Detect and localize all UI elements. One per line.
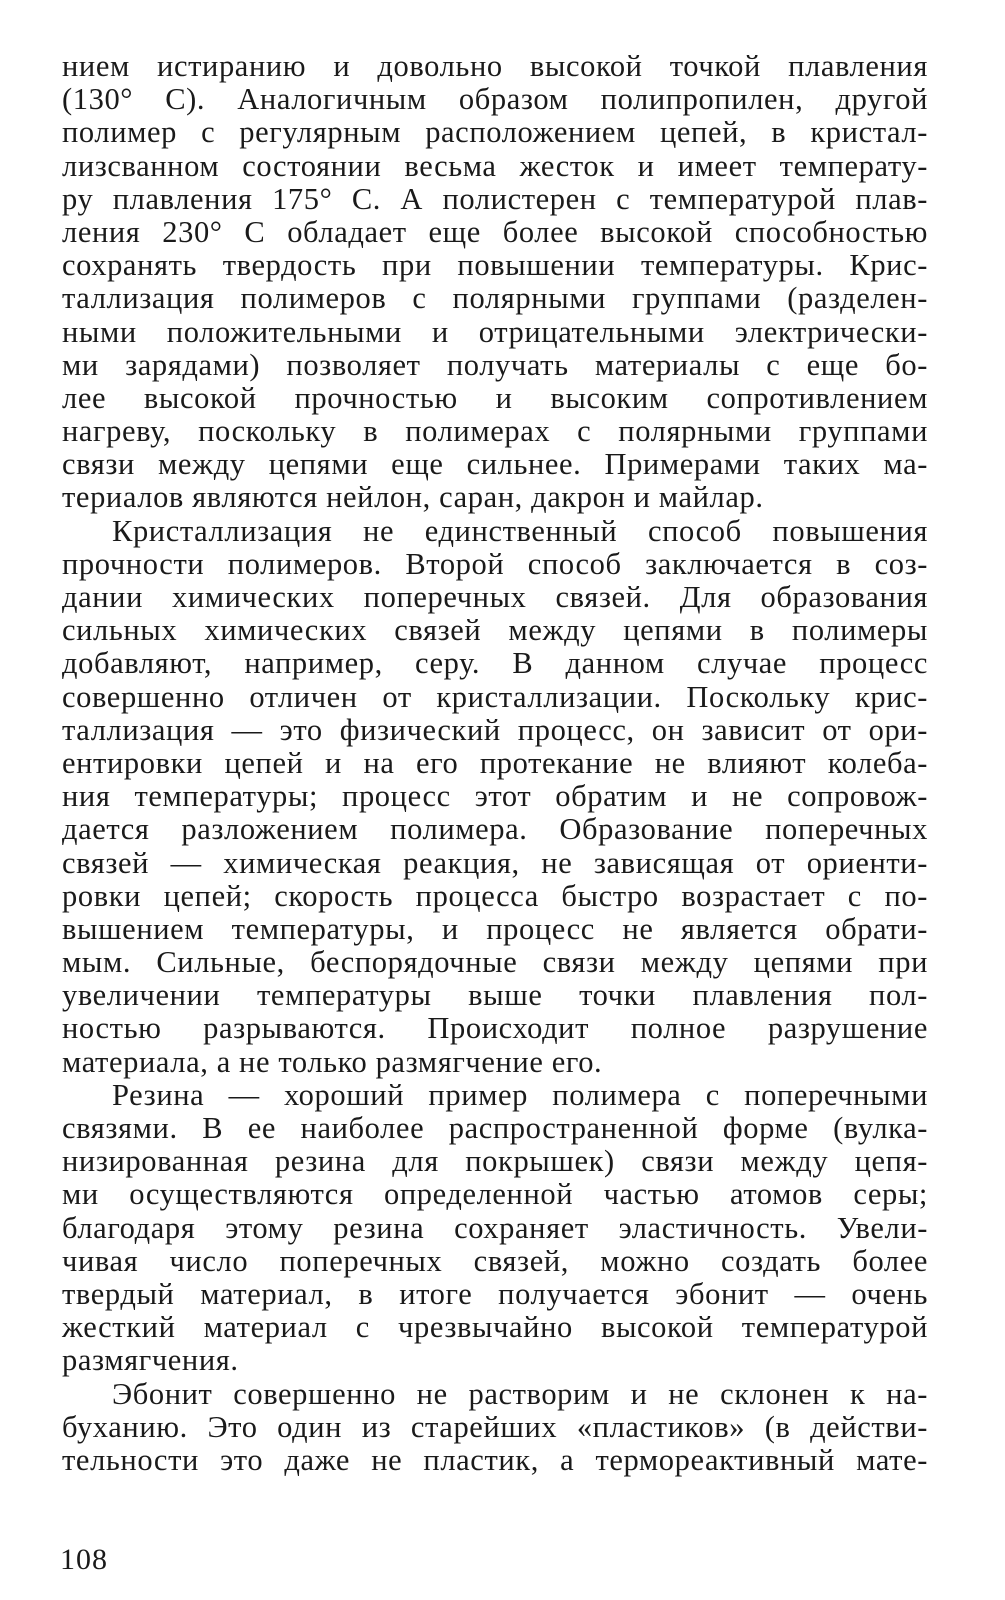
- text-line: полимер с регулярным расположением цепей, в кристал-: [62, 115, 928, 150]
- text-line: лее высокой прочностью и высоким сопротивлением: [62, 380, 928, 415]
- text-line: ентировки цепей и на его протекание не влияют колеба-: [62, 745, 928, 780]
- text-line: ровки цепей; скорость процесса быстро возрастает с по-: [62, 878, 928, 913]
- text-line: дании химических поперечных связей. Для образования: [62, 580, 928, 614]
- text-line: материала, а не только размягчение его.: [62, 1044, 603, 1079]
- text-line: лизсванном состоянии весьма жесток и имеет температу-: [62, 148, 928, 183]
- text-line: жесткий материал с чрезвычайно высокой температурой: [62, 1310, 928, 1345]
- text-line: ния температуры; процесс этот обратим и не сопровож-: [62, 779, 928, 814]
- text-line: нагреву, поскольку в полимерах с полярными группами: [62, 414, 928, 449]
- text-line: тельности это даже не пластик, а термореактивный мате-: [62, 1442, 928, 1477]
- text-line: таллизация — это физический процесс, он зависит от ори-: [62, 712, 928, 747]
- text-line: ными положительными и отрицательными электрически-: [62, 314, 928, 349]
- text-line: таллизация полимеров с полярными группами (разделен-: [62, 281, 928, 316]
- text-line: низированная резина для покрышек) связи между цепя-: [62, 1144, 928, 1179]
- text-line: увеличении температуры выше точки плавления пол-: [62, 978, 928, 1013]
- text-line: благодаря этому резина сохраняет эластичность. Увели-: [62, 1210, 928, 1245]
- text-line: связей — химическая реакция, не зависящая от ориенти-: [62, 845, 928, 880]
- text-line: чивая число поперечных связей, можно создать более: [62, 1243, 928, 1278]
- paragraph-first-line: Кристаллизация не единственный способ повышения: [112, 513, 928, 548]
- text-line: нием истиранию и довольно высокой точкой плавления: [62, 49, 928, 83]
- text-line: (130° С). Аналогичным образом полипропилен, другой: [62, 82, 928, 117]
- text-line: ления 230° С обладает еще более высокой способностью: [62, 214, 928, 249]
- text-line: ру плавления 175° С. А полистерен с температурой плав-: [62, 181, 928, 216]
- text-line: ми зарядами) позволяет получать материалы с еще бо-: [62, 347, 928, 382]
- text-line: размягчения.: [62, 1343, 239, 1378]
- text-line: сохранять твердость при повышении температуры. Крис-: [62, 248, 928, 283]
- text-line: ми осуществляются определенной частью атомов серы;: [62, 1177, 928, 1212]
- text-line: твердый материал, в итоге получается эбонит — очень: [62, 1276, 928, 1311]
- text-line: дается разложением полимера. Образование поперечных: [62, 812, 928, 847]
- text-line: ностью разрываются. Происходит полное разрушение: [62, 1011, 928, 1046]
- text-line: буханию. Это один из старейших «пластиков» (в действи-: [62, 1409, 928, 1444]
- paragraph-first-line: Резина — хороший пример полимера с поперечными: [112, 1077, 928, 1112]
- text-line: мым. Сильные, беспорядочные связи между цепями при: [62, 945, 928, 980]
- text-line: связями. В ее наиболее распространенной форме (вулка-: [62, 1111, 928, 1145]
- text-line: вышением температуры, и процесс не является обрати-: [62, 911, 928, 946]
- page-text: [62, 50, 928, 1477]
- text-line: добавляют, например, серу. В данном случае процесс: [62, 646, 928, 681]
- text-line: сильных химических связей между цепями в полимеры: [62, 613, 928, 648]
- page-number: 108: [60, 1543, 108, 1576]
- text-line: териалов являются нейлон, саран, дакрон и майлар.: [62, 480, 764, 515]
- text-line: совершенно отличен от кристаллизации. Поскольку крис-: [62, 679, 928, 714]
- text-line: связи между цепями еще сильнее. Примерами таких ма-: [62, 447, 928, 482]
- text-line: прочности полимеров. Второй способ заключается в соз-: [62, 546, 928, 581]
- paragraph-first-line: Эбонит совершенно не растворим и не склонен к на-: [112, 1376, 928, 1411]
